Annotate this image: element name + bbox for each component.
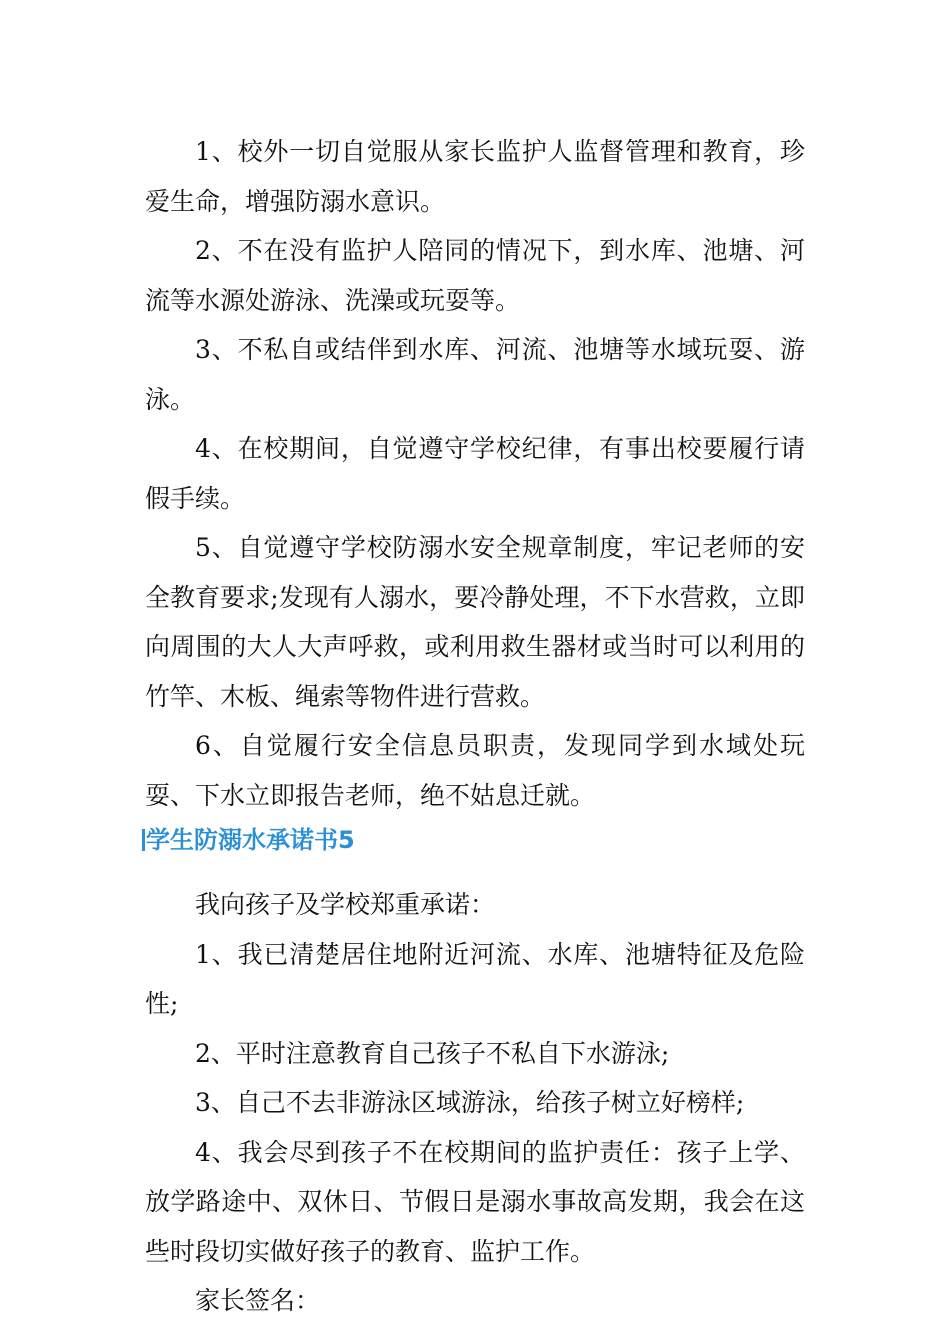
parent-signature-label: 家长签名： (195, 1286, 321, 1315)
parent-pledge-item-4: 4、我会尽到孩子不在校期间的监护责任：孩子上学、放学路途中、双休日、节假日是溺水事故高发期，我会在这些时段切实做好孩子的教育、监护工作。 (145, 1137, 805, 1266)
parent-pledge-item-2: 2、平时注意教育自己孩子不私自下水游泳; (195, 1038, 670, 1068)
pledge-items-section (145, 127, 805, 820)
pledge-item-4: 4、在校期间，自觉遵守学校纪律，有事出校要履行请假手续。 (145, 434, 805, 513)
heading-marker-icon (142, 829, 145, 851)
parent-pledge-intro: 我向孩子及学校郑重承诺： (195, 890, 496, 919)
pledge-item-2: 2、不在没有监护人陪同的情况下，到水库、池塘、河流等水源处游泳、洗澡或玩耍等。 (145, 236, 805, 315)
parent-pledge-section (145, 880, 805, 1326)
pledge-item-6: 6、自觉履行安全信息员职责，发现同学到水域处玩耍、下水立即报告老师，绝不姑息迁就。 (145, 731, 805, 810)
section-heading-text: 学生防溺水承诺书5 (146, 826, 355, 854)
parent-pledge-item-1: 1、我已清楚居住地附近河流、水库、池塘特征及危险性; (145, 939, 805, 1018)
document-body (145, 127, 805, 1326)
section-heading (142, 820, 805, 860)
pledge-item-5: 5、自觉遵守学校防溺水安全规章制度，牢记老师的安全教育要求;发现有人溺水，要冷静处理，不下水营救，立即向周围的大人大声呼救，或利用救生器材或当时可以利用的竹竿、木板、绳索等物件进行营救。 (145, 533, 805, 711)
pledge-item-1: 1、校外一切自觉服从家长监护人监督管理和教育，珍爱生命，增强防溺水意识。 (145, 137, 805, 216)
parent-pledge-item-3: 3、自己不去非游泳区域游泳，给孩子树立好榜样; (195, 1088, 745, 1117)
pledge-item-3: 3、不私自或结伴到水库、河流、池塘等水域玩耍、游泳。 (145, 335, 805, 414)
